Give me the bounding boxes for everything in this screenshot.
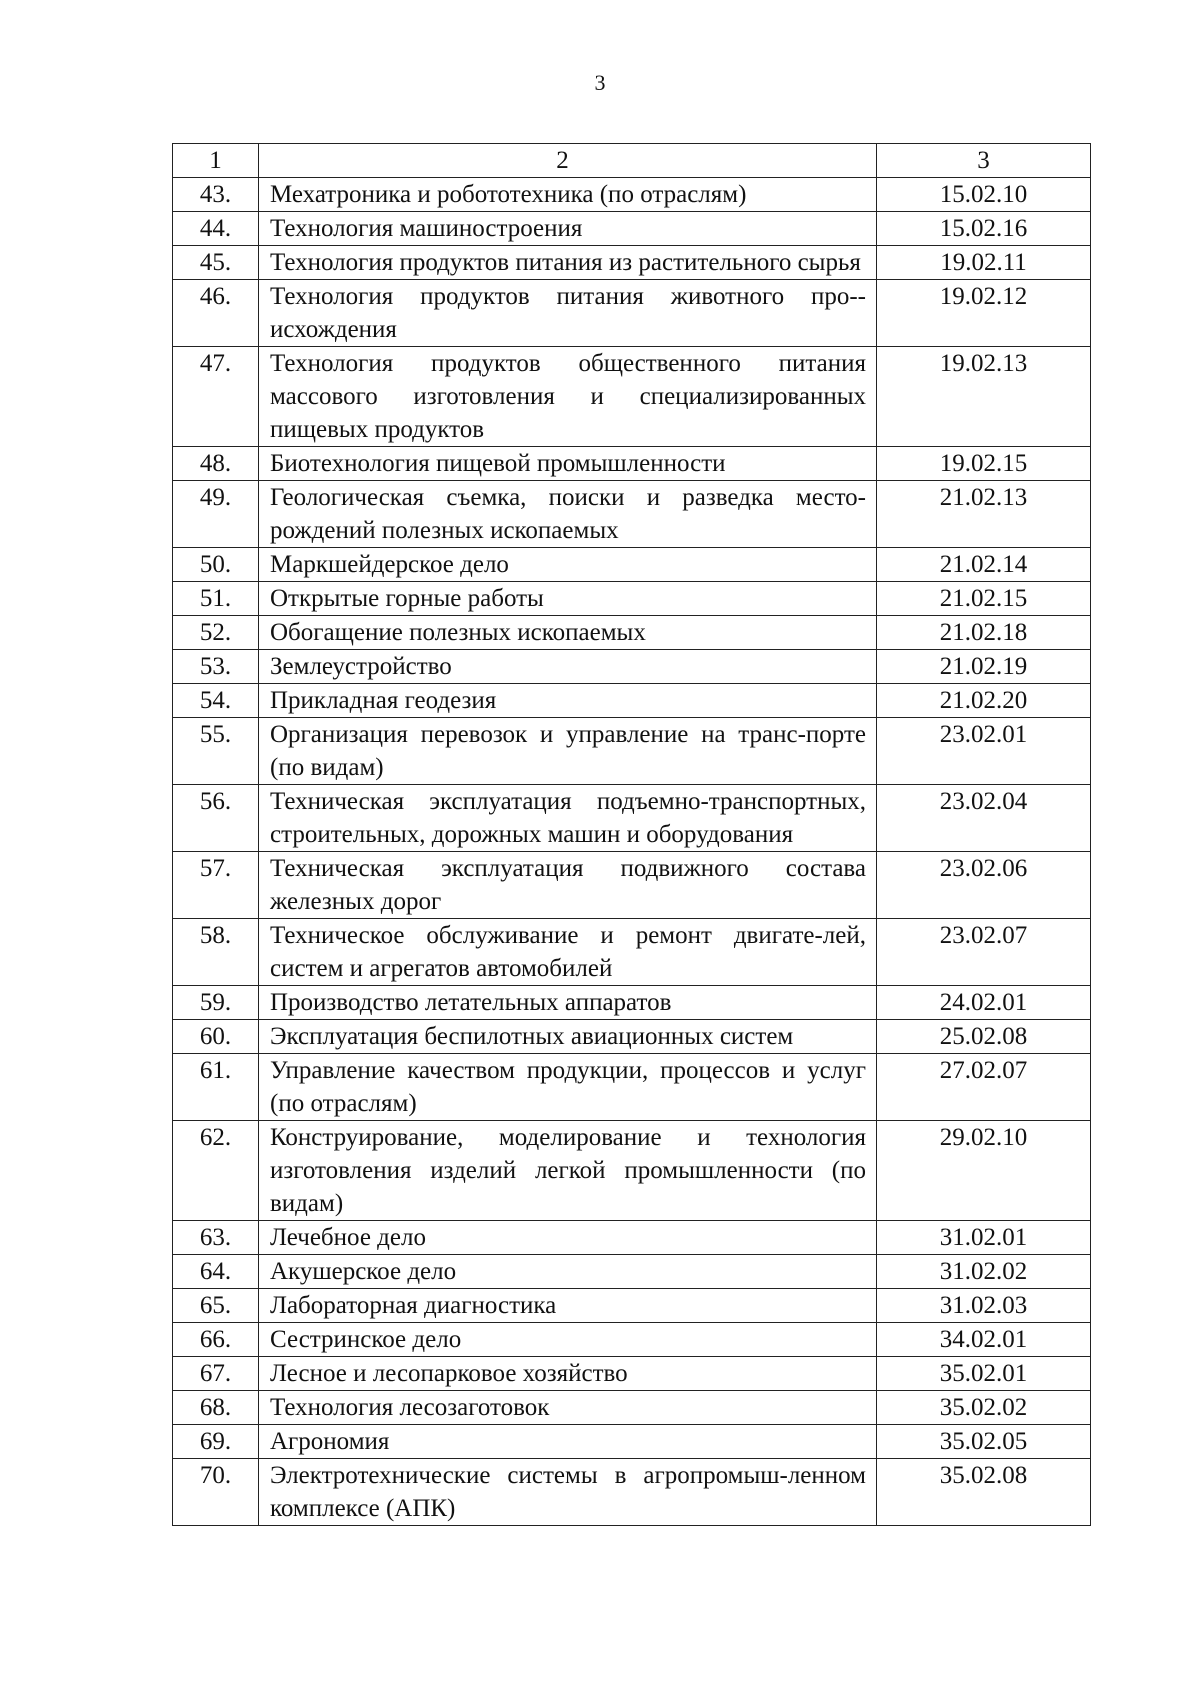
row-name: Агрономия (259, 1425, 877, 1459)
row-number: 54. (173, 684, 259, 718)
table-row (173, 650, 1091, 684)
row-number: 53. (173, 650, 259, 684)
row-number: 69. (173, 1425, 259, 1459)
table-row (173, 1020, 1091, 1054)
row-code: 21.02.15 (877, 582, 1091, 616)
row-code: 21.02.18 (877, 616, 1091, 650)
table-row (173, 1121, 1091, 1221)
row-number: 70. (173, 1459, 259, 1526)
table-row (173, 1289, 1091, 1323)
row-number: 64. (173, 1255, 259, 1289)
row-name: Управление качеством продукции, процессов и услуг (по отраслям) (259, 1054, 877, 1121)
row-number: 58. (173, 919, 259, 986)
row-code: 34.02.01 (877, 1323, 1091, 1357)
row-number: 52. (173, 616, 259, 650)
row-number: 60. (173, 1020, 259, 1054)
row-code: 25.02.08 (877, 1020, 1091, 1054)
row-code: 27.02.07 (877, 1054, 1091, 1121)
row-number: 63. (173, 1221, 259, 1255)
table-row (173, 481, 1091, 548)
row-number: 56. (173, 785, 259, 852)
table-header-row (173, 144, 1091, 178)
row-name: Геологическая съемка, поиски и разведка место-рождений полезных ископаемых (259, 481, 877, 548)
row-name: Мехатроника и робототехника (по отраслям) (259, 178, 877, 212)
row-code: 21.02.20 (877, 684, 1091, 718)
row-code: 19.02.11 (877, 246, 1091, 280)
row-name: Лечебное дело (259, 1221, 877, 1255)
row-code: 31.02.02 (877, 1255, 1091, 1289)
table-row (173, 1425, 1091, 1459)
row-name: Лесное и лесопарковое хозяйство (259, 1357, 877, 1391)
row-code: 35.02.01 (877, 1357, 1091, 1391)
table-row (173, 986, 1091, 1020)
table-row (173, 548, 1091, 582)
row-name: Техническая эксплуатация подвижного состава железных дорог (259, 852, 877, 919)
table-row (173, 1323, 1091, 1357)
row-code: 23.02.04 (877, 785, 1091, 852)
row-number: 68. (173, 1391, 259, 1425)
table-row (173, 616, 1091, 650)
row-name: Конструирование, моделирование и технология изготовления изделий легкой промышленности (по видам) (259, 1121, 877, 1221)
table-row (173, 582, 1091, 616)
row-name: Землеустройство (259, 650, 877, 684)
column-header-name: 2 (259, 144, 877, 178)
table-row (173, 1221, 1091, 1255)
row-code: 19.02.12 (877, 280, 1091, 347)
row-number: 55. (173, 718, 259, 785)
row-name: Лабораторная диагностика (259, 1289, 877, 1323)
row-name: Технология лесозаготовок (259, 1391, 877, 1425)
row-number: 57. (173, 852, 259, 919)
table-row (173, 1391, 1091, 1425)
row-name: Биотехнология пищевой промышленности (259, 447, 877, 481)
row-code: 31.02.03 (877, 1289, 1091, 1323)
row-number: 50. (173, 548, 259, 582)
table-row (173, 347, 1091, 447)
row-name: Эксплуатация беспилотных авиационных систем (259, 1020, 877, 1054)
row-number: 49. (173, 481, 259, 548)
row-code: 35.02.05 (877, 1425, 1091, 1459)
row-code: 19.02.15 (877, 447, 1091, 481)
row-name: Маркшейдерское дело (259, 548, 877, 582)
row-number: 47. (173, 347, 259, 447)
row-code: 19.02.13 (877, 347, 1091, 447)
table-row (173, 447, 1091, 481)
row-code: 35.02.02 (877, 1391, 1091, 1425)
row-number: 67. (173, 1357, 259, 1391)
row-number: 46. (173, 280, 259, 347)
row-number: 48. (173, 447, 259, 481)
table-row (173, 1459, 1091, 1526)
table-row (173, 280, 1091, 347)
column-header-code: 3 (877, 144, 1091, 178)
row-code: 29.02.10 (877, 1121, 1091, 1221)
table-body (173, 144, 1091, 1526)
row-name: Техническая эксплуатация подъемно-транспортных, строительных, дорожных машин и оборудования (259, 785, 877, 852)
row-code: 35.02.08 (877, 1459, 1091, 1526)
row-code: 21.02.13 (877, 481, 1091, 548)
table-row (173, 919, 1091, 986)
row-number: 65. (173, 1289, 259, 1323)
row-name: Технология продуктов общественного питания массового изготовления и специализированных пищевых продуктов (259, 347, 877, 447)
table-row (173, 178, 1091, 212)
row-name: Организация перевозок и управление на транс-порте (по видам) (259, 718, 877, 785)
table-row (173, 852, 1091, 919)
table-row (173, 684, 1091, 718)
specialties-table (172, 143, 1091, 1526)
row-code: 24.02.01 (877, 986, 1091, 1020)
row-code: 31.02.01 (877, 1221, 1091, 1255)
table-row (173, 212, 1091, 246)
table-row (173, 1357, 1091, 1391)
row-name: Акушерское дело (259, 1255, 877, 1289)
row-number: 44. (173, 212, 259, 246)
row-number: 61. (173, 1054, 259, 1121)
page-number: 3 (594, 70, 606, 95)
row-name: Электротехнические системы в агропромыш-ленном комплексе (АПК) (259, 1459, 877, 1526)
table-row (173, 1255, 1091, 1289)
row-number: 45. (173, 246, 259, 280)
column-header-number: 1 (173, 144, 259, 178)
row-code: 23.02.07 (877, 919, 1091, 986)
row-code: 15.02.10 (877, 178, 1091, 212)
row-code: 21.02.19 (877, 650, 1091, 684)
row-name: Технология машиностроения (259, 212, 877, 246)
row-number: 62. (173, 1121, 259, 1221)
table-row (173, 785, 1091, 852)
row-number: 43. (173, 178, 259, 212)
row-name: Открытые горные работы (259, 582, 877, 616)
table-row (173, 718, 1091, 785)
row-name: Обогащение полезных ископаемых (259, 616, 877, 650)
row-name: Технология продуктов питания животного про-исхождения (259, 280, 877, 347)
row-name: Производство летательных аппаратов (259, 986, 877, 1020)
row-name: Техническое обслуживание и ремонт двигате-лей, систем и агрегатов автомобилей (259, 919, 877, 986)
row-name: Сестринское дело (259, 1323, 877, 1357)
row-name: Технология продуктов питания из растительного сырья (259, 246, 877, 280)
row-number: 51. (173, 582, 259, 616)
row-number: 59. (173, 986, 259, 1020)
row-code: 21.02.14 (877, 548, 1091, 582)
table-row (173, 1054, 1091, 1121)
table-row (173, 246, 1091, 280)
row-code: 23.02.01 (877, 718, 1091, 785)
row-code: 23.02.06 (877, 852, 1091, 919)
row-number: 66. (173, 1323, 259, 1357)
row-code: 15.02.16 (877, 212, 1091, 246)
row-name: Прикладная геодезия (259, 684, 877, 718)
